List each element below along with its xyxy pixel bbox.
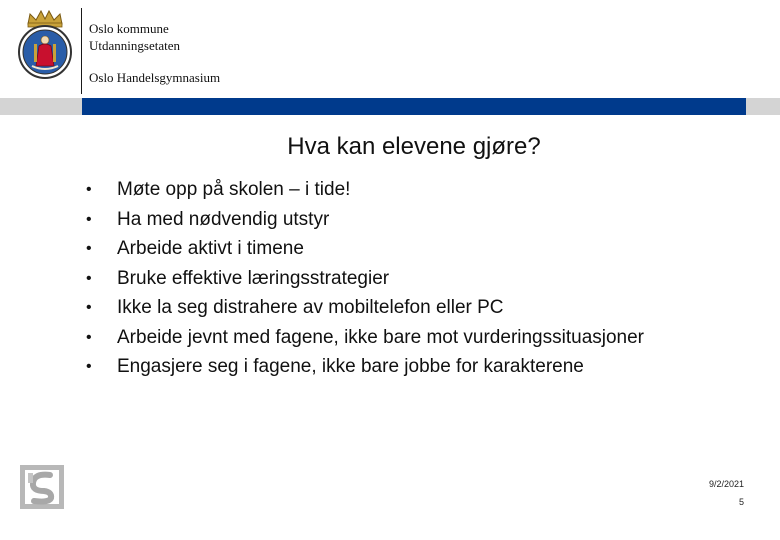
bullet-dot: •	[86, 269, 92, 287]
bullet-text: Ha med nødvendig utstyr	[117, 208, 330, 230]
org-name-line1: Oslo kommune	[89, 21, 169, 36]
bullet-item	[86, 175, 644, 205]
bullet-dot: •	[86, 299, 92, 316]
bullet-dot: •	[86, 358, 92, 375]
bullet-text: Engasjere seg i fagene, ikke bare jobbe for karakterene	[117, 356, 584, 377]
slide-date: 9/2/2021	[708, 479, 744, 489]
page-number: 5	[738, 497, 744, 507]
oslo-coat-of-arms-icon	[14, 8, 76, 82]
org-name-line2: Utdanningsetaten	[89, 38, 180, 53]
bullet-item	[86, 293, 644, 323]
bullet-item	[86, 205, 644, 235]
bullet-item	[86, 234, 644, 264]
bullet-text: Møte opp på skolen – i tide!	[117, 179, 351, 200]
bullet-list	[86, 175, 644, 382]
school-name: Oslo Handelsgymnasium	[89, 70, 221, 85]
bullet-text: Arbeide aktivt i timene	[117, 238, 304, 259]
bullet-item	[86, 264, 644, 294]
bullet-dot: •	[86, 210, 92, 228]
bullet-text: Arbeide jevnt med fagene, ikke bare mot vurderingssituasjoner	[117, 326, 645, 348]
bullet-item	[86, 323, 644, 353]
bullet-text: Ikke la seg distrahere av mobiltelefon eller PC	[117, 297, 504, 318]
oslo-kommune-mark-icon	[20, 465, 64, 509]
bullet-text: Bruke effektive læringsstrategier	[117, 267, 390, 289]
header-bar	[82, 98, 746, 115]
bullet-item	[86, 352, 644, 382]
bullet-dot: •	[86, 181, 92, 198]
bullet-dot: •	[86, 240, 92, 257]
slide-title: Hva kan elevene gjøre?	[287, 133, 541, 160]
header-divider	[81, 8, 82, 94]
bullet-dot: •	[86, 328, 92, 346]
